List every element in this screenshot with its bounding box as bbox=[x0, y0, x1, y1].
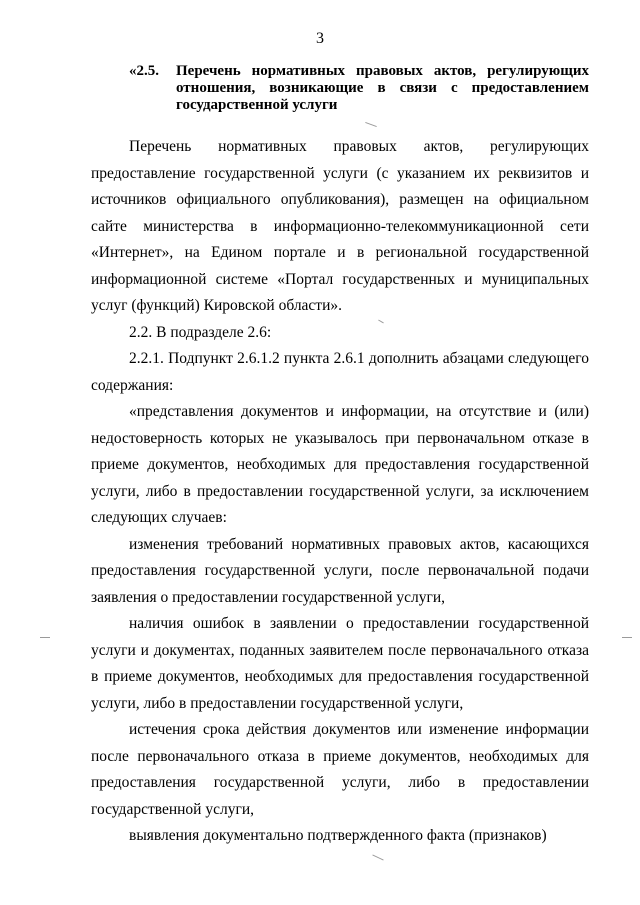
paragraph-subsection-2-2: 2.2. В подразделе 2.6: bbox=[129, 323, 272, 341]
paragraph-requirements-change: изменения требований нормативных правовых актов, касающихся предоставления государственной услуги, после первоначальной подачи заявления о предоставлении государственной услуги, bbox=[91, 535, 589, 606]
document-body bbox=[91, 134, 589, 850]
right-margin-mark bbox=[622, 637, 632, 638]
paragraph-regulatory-list: Перечень нормативных правовых актов, регулирующих предоставление государственной услуги (с указанием их реквизитов и источников официального опубликования), размещен на официальном сайте министерства в информационно-телекоммуникационной сети «Интернет», на Едином портале и в региональной государственной информационной системе «Портал государственных и муниципальных услуг (функций) Кировской области». bbox=[91, 138, 589, 314]
left-margin-mark bbox=[40, 637, 50, 638]
scan-mark-top bbox=[365, 122, 377, 127]
paragraph-documents-submission: «представления документов и информации, на отсутствие и (или) недостоверность которых не указывалось при первоначальном отказе в приеме документов, необходимых для предоставления государственной услуги, либо в предоставлении государственной услуги, за исключением следующих случаев: bbox=[91, 403, 589, 526]
paragraph-documented-fact: выявления документально подтвержденного факта (признаков) bbox=[129, 827, 547, 844]
section-heading-text: Перечень нормативных правовых актов, регулирующих отношения, возникающие в связи с предоставлением государственной услуги bbox=[176, 63, 589, 113]
section-heading bbox=[91, 63, 589, 114]
paragraph-subsection-2-2-1: 2.2.1. Подпункт 2.6.1.2 пункта 2.6.1 дополнить абзацами следующего содержания: bbox=[91, 350, 589, 394]
section-heading-number: «2.5. bbox=[129, 63, 159, 79]
bottom-scan-mark bbox=[372, 855, 383, 861]
paragraph-application-errors: наличия ошибок в заявлении о предоставлении государственной услуги и документах, поданных заявителем после первоначального отказа в приеме документов, необходимых для предоставления государственной услуги, либо в предоставлении государственной услуги, bbox=[91, 615, 589, 712]
paragraph-documents-expiry: истечения срока действия документов или изменение информации после первоначального отказа в приеме документов, необходимых для предоставления государственной услуги, либо в предоставлении государственной услуги, bbox=[91, 721, 589, 818]
page-number: 3 bbox=[316, 30, 324, 47]
